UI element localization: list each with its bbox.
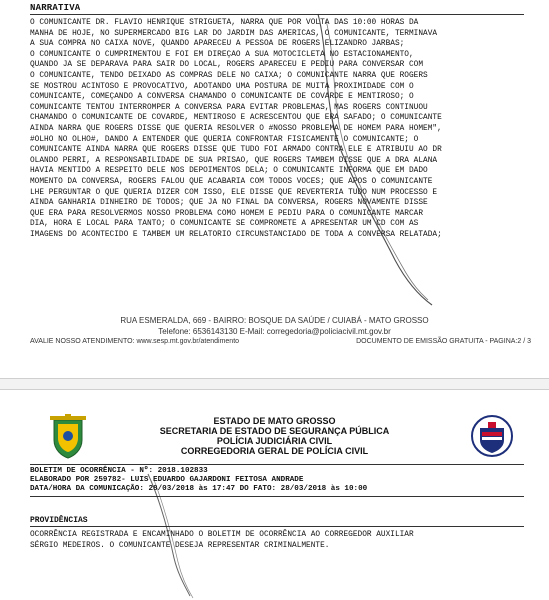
footer-page-number: DOCUMENTO DE EMISSÃO GRATUITA - PAGINA:2 / 3	[356, 338, 531, 345]
narrative-line: A SUA COMPRA NO CAIXA NOVE, QUANDO APARECEU A PESSOA DE ROGERS ELIZANDRO JARBAS;	[30, 40, 405, 49]
footer-contact: Telefone: 6536143130 E-Mail: corregedoria@policiacivil.mt.gov.br	[158, 327, 391, 336]
meta-rule-top	[30, 464, 524, 465]
communication-datetime: DATA/HORA DA COMUNICAÇÃO: 28/03/2018 às 17:47 DO FATO: 28/03/2018 às 10:00	[30, 484, 368, 493]
narrative-line: IMAGENS DO ACONTECIDO E TAMBÉM UM RELATÓRIO CIRCUNSTANCIADO DE TODA A CONVERSA RELATADA;	[30, 230, 442, 239]
narrative-line: AINDA NARRA QUE ROGERS DISSE QUE QUERIA RESOLVER O #NOSSO PROBLEMA DE HOMEM PARA HOMEM",	[30, 124, 442, 133]
narrative-line: CHAMANDO O COMUNICANTE DE COVARDE, MENTIROSO E ACRESCENTOU QUE ERA SAFADO; O COMUNICANTE	[30, 114, 442, 123]
footer-address: RUA ESMERALDA, 669 - BAIRRO: BOSQUE DA SAÚDE / CUIABÁ - MATO GROSSO	[120, 316, 429, 325]
narrative-text	[30, 18, 526, 240]
narrative-line: DIA, HORA E LOCAL PARA TANTO; O COMUNICANTE SE COMPROMETE A APRESENTAR UM CD COM AS	[30, 220, 419, 229]
policia-civil-badge-icon	[470, 414, 514, 458]
narrative-line: COMUNICANTE TENTOU INTERROMPER A CONVERSA PARA EVITAR PROBLEMAS, MAS ROGERS CONTINUOU	[30, 103, 428, 112]
elaborado-por: ELABORADO POR 259782- LUIS EDUARDO GAJARDONI FEITOSA ANDRADE	[30, 475, 304, 484]
section-rule	[30, 526, 524, 527]
narrative-line: COMUNICANTE, COMEÇANDO A CONVERSA CHAMANDO O COMUNICANTE DE COVARDE E MENTIROSO; O	[30, 93, 414, 102]
page-separator	[0, 378, 549, 390]
narrative-line: QUE ERA PARA RESOLVERMOS NOSSO PROBLEMA COMO HOMEM E PEDIU PARA O COMUNICANTE MARCAR	[30, 209, 424, 218]
header-line-secretaria: SECRETARIA DE ESTADO DE SEGURANÇA PÚBLICA	[159, 426, 390, 436]
footer-service-link[interactable]: AVALIE NOSSO ATENDIMENTO: www.sesp.mt.gov.br/atendimento	[30, 338, 240, 345]
section-rule	[30, 14, 524, 15]
narrative-line: COMUNICANTE AINDA NARRA QUE ROGERS DISSE QUE TUDO FOI ARMADO CONTRA ELE E ATRIBUIU AO DR	[30, 146, 442, 155]
meta-rule-bottom	[30, 496, 524, 497]
boletim-number: BOLETIM DE OCORRÊNCIA - Nº: 2018.102833	[30, 467, 208, 475]
header-line-corregedoria: CORREGEDORIA GERAL DE POLÍCIA CIVIL	[180, 446, 369, 456]
narrative-line: O COMUNICANTE, TENDO DEIXADO AS COMPRAS DELE NO CAIXA; O COMUNICANTE NARRA QUE ROGERS	[30, 71, 428, 80]
header-line-state: ESTADO DE MATO GROSSO	[213, 416, 336, 426]
narrative-line: QUANDO JÁ SE DEPARAVA PARA SAIR DO LOCAL, ROGERS APARECEU E PEDIU PARA CONVERSAR COM	[30, 61, 424, 70]
providencias-text	[30, 530, 526, 552]
narrative-line: AINDA GANHARIA DINHEIRO DE TODOS; QUE JÁ NO FINAL DA CONVERSA, ROGERS NOVAMENTE DISSE	[30, 199, 428, 208]
occurrence-meta	[30, 467, 524, 493]
document-page-3	[0, 390, 549, 600]
narrative-line: OLANDO PERRI, A RESPONSABILIDADE DE SUA PRISÃO, QUE ROGERS TAMBÉM DISSE QUE A DRA ALANA	[30, 156, 438, 165]
document-header	[0, 390, 549, 462]
narrative-line: MANHÃ DE HOJE, NO SUPERMERCADO BIG LAR DO JARDIM DAS AMÉRICAS, O COMUNICANTE, TERMINAVA	[30, 29, 438, 38]
narrative-line: SE MOSTROU ACINTOSO E PROVOCATIVO, ADOTANDO UMA POSTURA DE MUITA PROXIMIDADE COM O	[30, 82, 414, 91]
header-line-policia: POLÍCIA JUDICIÁRIA CIVIL	[216, 436, 333, 446]
narrative-line: O COMUNICANTE DR. FLÁVIO HENRIQUE STRIGUETA, NARRA QUE POR VOLTA DAS 10:00 HORAS DA	[30, 19, 419, 27]
narrative-line: #OLHO NO OLHO#, DANDO A ENTENDER QUE QUERIA CONFRONTAR FISICAMENTE O COMUNICANTE; O	[30, 135, 419, 144]
section-title-providencias: PROVIDÊNCIAS	[30, 516, 88, 525]
narrative-line: MOMENTO DA CONVERSA, ROGERS FALOU QUE ACABARIA COM TODOS VOCÊS; QUE APÓS O COMUNICANTE	[30, 177, 433, 186]
section-title-narrativa: NARRATIVA	[30, 3, 81, 13]
providencias-line: OCORRÊNCIA REGISTRADA E ENCAMINHADO O BOLETIM DE OCORRÊNCIA AO CORREGEDOR AUXILIAR	[30, 531, 414, 539]
narrative-line: O COMUNICANTE O CUMPRIMENTOU E FOI EM DIREÇÃO A SUA MOTOCICLETA NO ESTACIONAMENTO,	[30, 50, 414, 59]
narrative-line: HAVIA MENTIDO A RESPEITO DELE NOS DEPOIMENTOS DELA; O COMUNICANTE INFORMA QUE EM DADO	[30, 167, 428, 176]
narrative-line: LHE PERGUNTAR O QUE QUERIA DIZER COM ISSO, ELE DISSE QUE REVERTERIA TUDO NUM PROCESSO E	[30, 188, 438, 197]
providencias-line: SÉRGIO MEDEIROS. O COMUNICANTE DESEJA REPRESENTAR CRIMINALMENTE.	[30, 542, 330, 550]
